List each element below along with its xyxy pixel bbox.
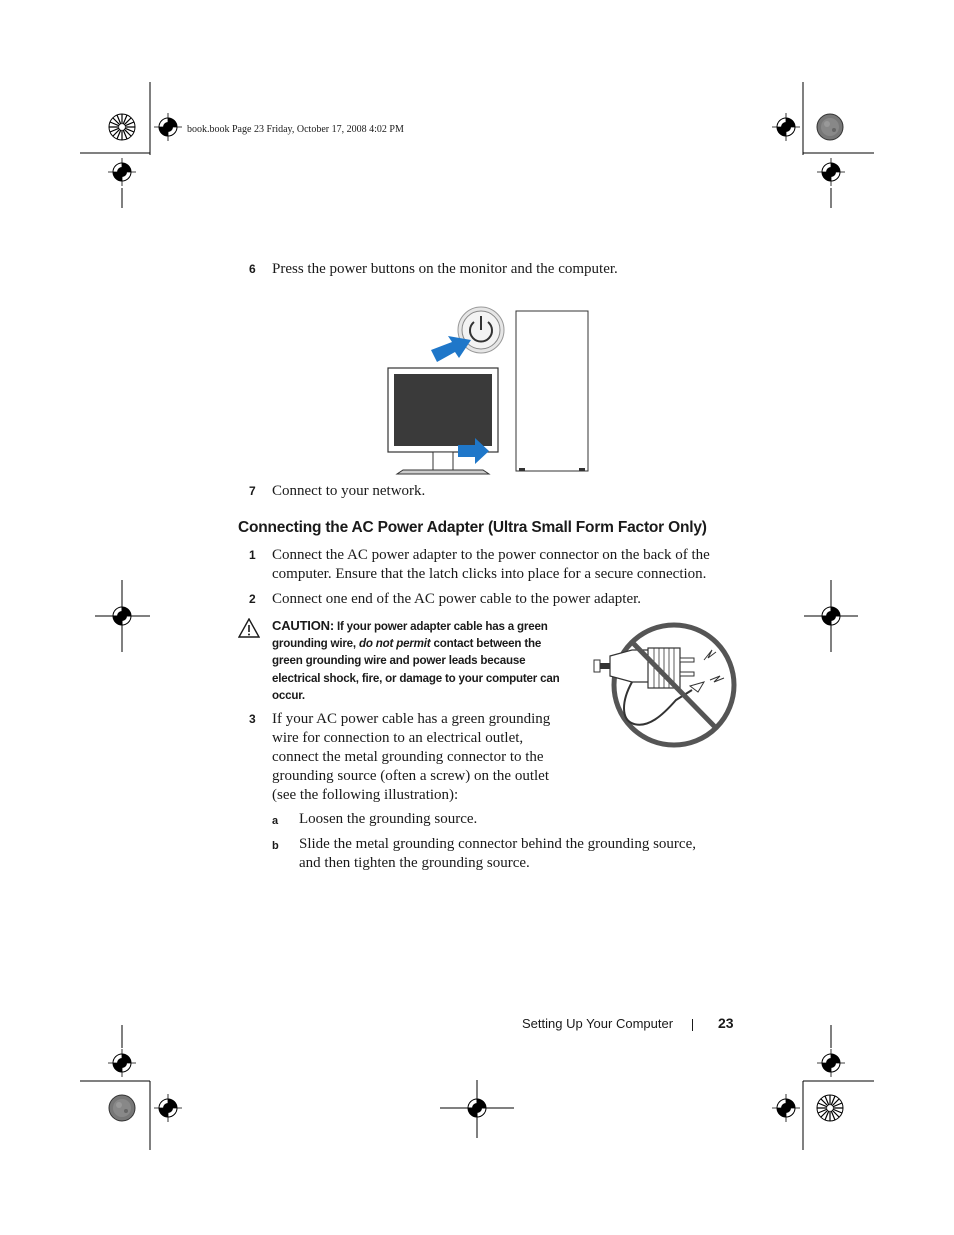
registration-mark-icon: [817, 1049, 845, 1077]
step-text: Connect one end of the AC power cable to the power adapter.: [272, 591, 642, 607]
registration-mark-icon: [154, 113, 182, 141]
registration-mark-icon: [772, 113, 800, 141]
step-text: Connect to your network.: [272, 483, 426, 499]
footer-divider: [692, 1019, 693, 1031]
step-text-line: computer. Ensure that the latch clicks into place for a secure connection.: [272, 566, 707, 582]
color-target-icon: [817, 1095, 843, 1121]
step-number: 6: [249, 262, 256, 276]
substep-letter: a: [272, 815, 279, 827]
color-target-icon: [817, 114, 843, 140]
step-text: Press the power buttons on the monitor and the computer.: [272, 261, 618, 277]
color-target-icon: [109, 114, 135, 140]
step-text-line: connect the metal grounding connector to the: [272, 749, 544, 765]
arrow-icon: [431, 336, 471, 362]
registration-mark-icon: [108, 158, 136, 186]
step-text-line: grounding source (often a screw) on the outlet: [272, 768, 549, 784]
grounding-wire-illustration: [592, 620, 740, 750]
substep-text-line: Slide the metal grounding connector behind the grounding source,: [299, 836, 696, 852]
step-number: 7: [249, 484, 256, 498]
page-number: 23: [718, 1015, 734, 1031]
section-heading: Connecting the AC Power Adapter (Ultra Small Form Factor Only): [238, 519, 707, 536]
footer-section-title: Setting Up Your Computer: [522, 1016, 674, 1031]
power-buttons-illustration: [385, 302, 595, 480]
substep-text: Loosen the grounding source.: [299, 811, 478, 827]
slug-line: book.book Page 23 Friday, October 17, 2008 4:02 PM: [187, 124, 404, 135]
step-number: 1: [249, 548, 256, 562]
substep-letter: b: [272, 840, 279, 852]
step-text-line: (see the following illustration):: [272, 787, 459, 803]
caution-emphasis: do not permit: [358, 637, 431, 651]
step-number: 3: [249, 712, 256, 726]
caution-text: If your power adapter cable has a green grounding wire,: [272, 620, 548, 651]
step-text-line: wire for connection to an electrical outlet,: [272, 730, 524, 746]
step-text-line: Connect the AC power adapter to the power connector on the back of the: [272, 547, 710, 563]
registration-mark-icon: [817, 158, 845, 186]
caution-note: [272, 617, 572, 704]
substep-text-line: and then tighten the grounding source.: [299, 855, 530, 871]
registration-mark-icon: [772, 1094, 800, 1122]
registration-mark-icon: [154, 1094, 182, 1122]
step-text-line: If your AC power cable has a green grounding: [272, 711, 551, 727]
color-target-icon: [109, 1095, 135, 1121]
caution-text: contact between the green grounding wire and power leads because electrical shock, fire, or damage to your computer can occur.: [272, 637, 560, 702]
caution-label: CAUTION:: [272, 618, 334, 633]
caution-triangle-icon: [238, 618, 260, 638]
step-number: 2: [249, 592, 256, 606]
monitor-screen: [394, 374, 492, 446]
registration-mark-icon: [108, 1049, 136, 1077]
